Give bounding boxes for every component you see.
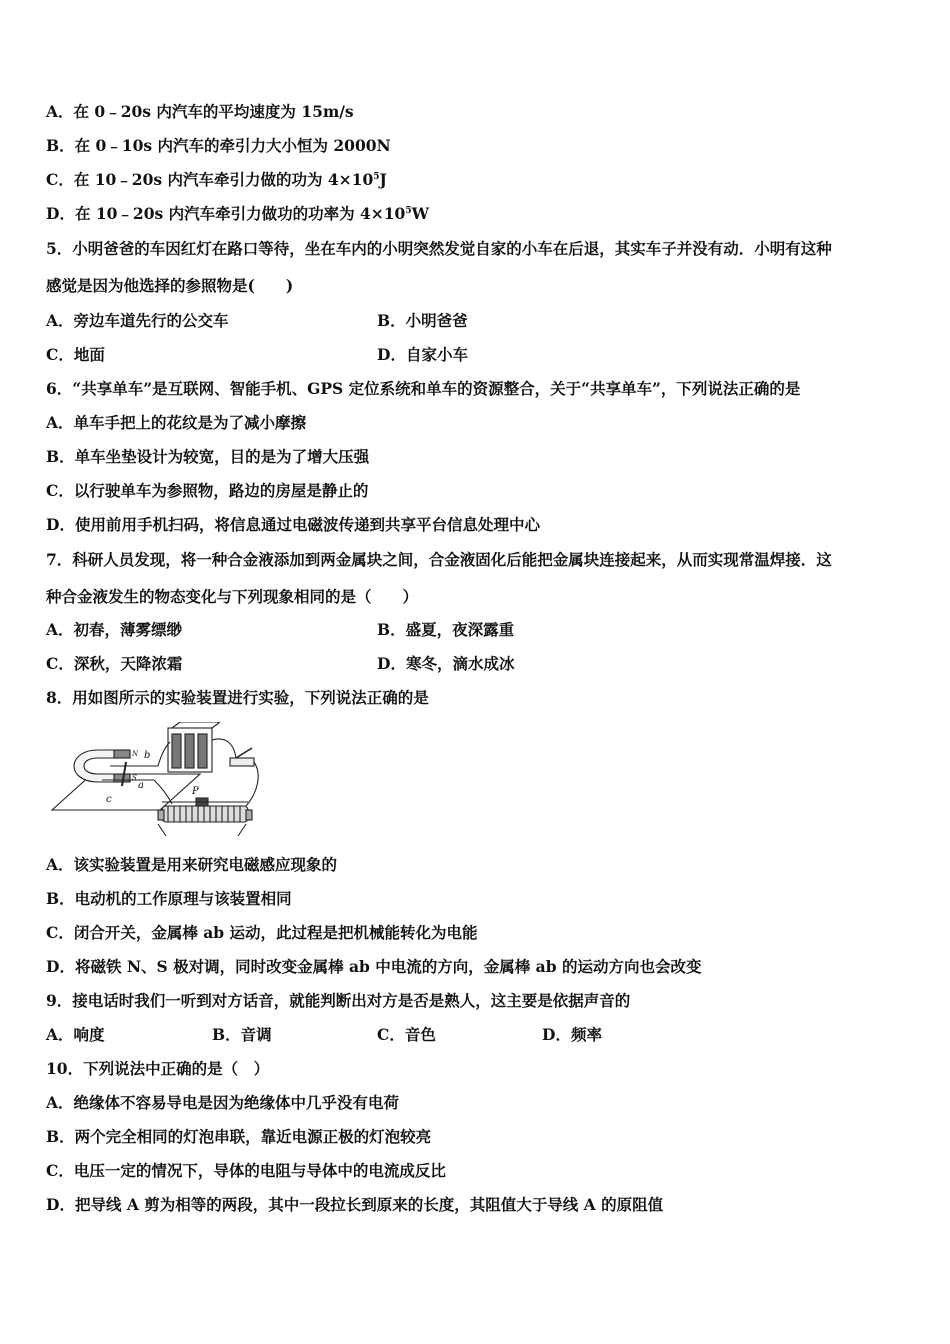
q10-option-b: B．两个完全相同的灯泡串联，靠近电源正极的灯泡较亮 [46, 1127, 432, 1146]
q8-option-d: D．将磁铁 N、S 极对调，同时改变金属棒 ab 中电流的方向，金属棒 ab 的运动方向也会改变 [46, 957, 702, 976]
q9-stem: 9．接电话时我们一听到对方话音，就能判断出对方是否是熟人，这主要是依据声音的 [46, 991, 631, 1010]
label-b: b [144, 750, 151, 761]
q6-option-b: B．单车坐垫设计为较宽，目的是为了增大压强 [46, 447, 370, 466]
q5-option-c: C．地面 [46, 345, 105, 364]
q6-option-d: D．使用前用手机扫码，将信息通过电磁波传递到共享平台信息处理中心 [46, 515, 540, 534]
magnet-pole-top [114, 750, 130, 758]
q9-option-a: A．响度 [46, 1025, 105, 1044]
q5-option-d: D．自家小车 [377, 345, 468, 364]
switch [230, 758, 254, 766]
q7-option-b: B．盛夏，夜深露重 [377, 620, 515, 639]
q8-stem: 8．用如图所示的实验装置进行实验，下列说法正确的是 [46, 688, 429, 707]
q8-option-b: B．电动机的工作原理与该装置相同 [46, 889, 292, 908]
q7-option-c: C．深秋，天降浓霜 [46, 654, 183, 673]
label-p: P [192, 786, 199, 797]
q10-option-c: C．电压一定的情况下，导体的电阻与导体中的电流成反比 [46, 1161, 446, 1180]
q10-stem: 10．下列说法中正确的是（ ） [46, 1059, 270, 1078]
q9-option-d: D．频率 [542, 1025, 602, 1044]
rheostat [162, 806, 248, 822]
q6-stem: 6．“共享单车”是互联网、智能手机、GPS 定位系统和单车的资源整合，关于“共享单车”，下列说法正确的是 [46, 379, 801, 398]
experiment-apparatus-figure [50, 722, 266, 842]
q7-stem-line2: 种合金液发生的物态变化与下列现象相同的是（ ） [46, 587, 419, 606]
label-c: c [106, 794, 112, 805]
q4-option-c-unit: J [379, 170, 387, 189]
q4-option-b: B．在 0﹣10s 内汽车的牵引力大小恒为 2000N [46, 136, 391, 155]
q4-option-d-exponent: 5 [405, 205, 412, 216]
q4-option-a: A．在 0﹣20s 内汽车的平均速度为 15m/s [46, 102, 354, 121]
q4-option-d [46, 204, 429, 224]
q8-option-a: A．该实验装置是用来研究电磁感应现象的 [46, 855, 338, 874]
q7-option-a: A．初春，薄雾缥缈 [46, 620, 183, 639]
q10-option-d: D．把导线 A 剪为相等的两段，其中一段拉长到原来的长度，其阻值大于导线 A 的原阻值 [46, 1195, 664, 1214]
q7-option-d: D．寒冬，滴水成冰 [377, 654, 515, 673]
label-n: N [132, 750, 139, 758]
q5-option-a: A．旁边车道先行的公交车 [46, 311, 229, 330]
q4-option-c-exponent: 5 [373, 171, 380, 182]
q6-option-a: A．单车手把上的花纹是为了减小摩擦 [46, 413, 307, 432]
q4-option-c [46, 170, 387, 190]
q9-option-c: C．音色 [377, 1025, 436, 1044]
q6-option-c: C．以行驶单车为参照物，路边的房屋是静止的 [46, 481, 369, 500]
label-a: a [138, 780, 144, 791]
q4-option-d-text: D．在 10﹣20s 内汽车牵引力做功的功率为 4×10 [46, 204, 406, 223]
q8-option-c: C．闭合开关，金属棒 ab 运动，此过程是把机械能转化为电能 [46, 923, 478, 942]
label-s: S [132, 774, 137, 782]
q4-option-c-text: C．在 10﹣20s 内汽车牵引力做的功为 4×10 [46, 170, 374, 189]
q7-stem-line1: 7．科研人员发现，将一种合金液添加到两金属块之间，合金液固化后能把金属块连接起来，从而实现常温焊接．这 [46, 550, 832, 569]
q10-option-a: A．绝缘体不容易导电是因为绝缘体中几乎没有电荷 [46, 1093, 400, 1112]
q4-option-d-unit: W [411, 204, 430, 223]
q9-option-b: B．音调 [212, 1025, 272, 1044]
q5-option-b: B．小明爸爸 [377, 311, 468, 330]
q5-stem-line2: 感觉是因为他选择的参照物是( ) [46, 276, 294, 295]
q5-stem-line1: 5．小明爸爸的车因红灯在路口等待，坐在车内的小明突然发觉自家的小车在后退，其实车子并没有动．小明有这种 [46, 239, 832, 258]
